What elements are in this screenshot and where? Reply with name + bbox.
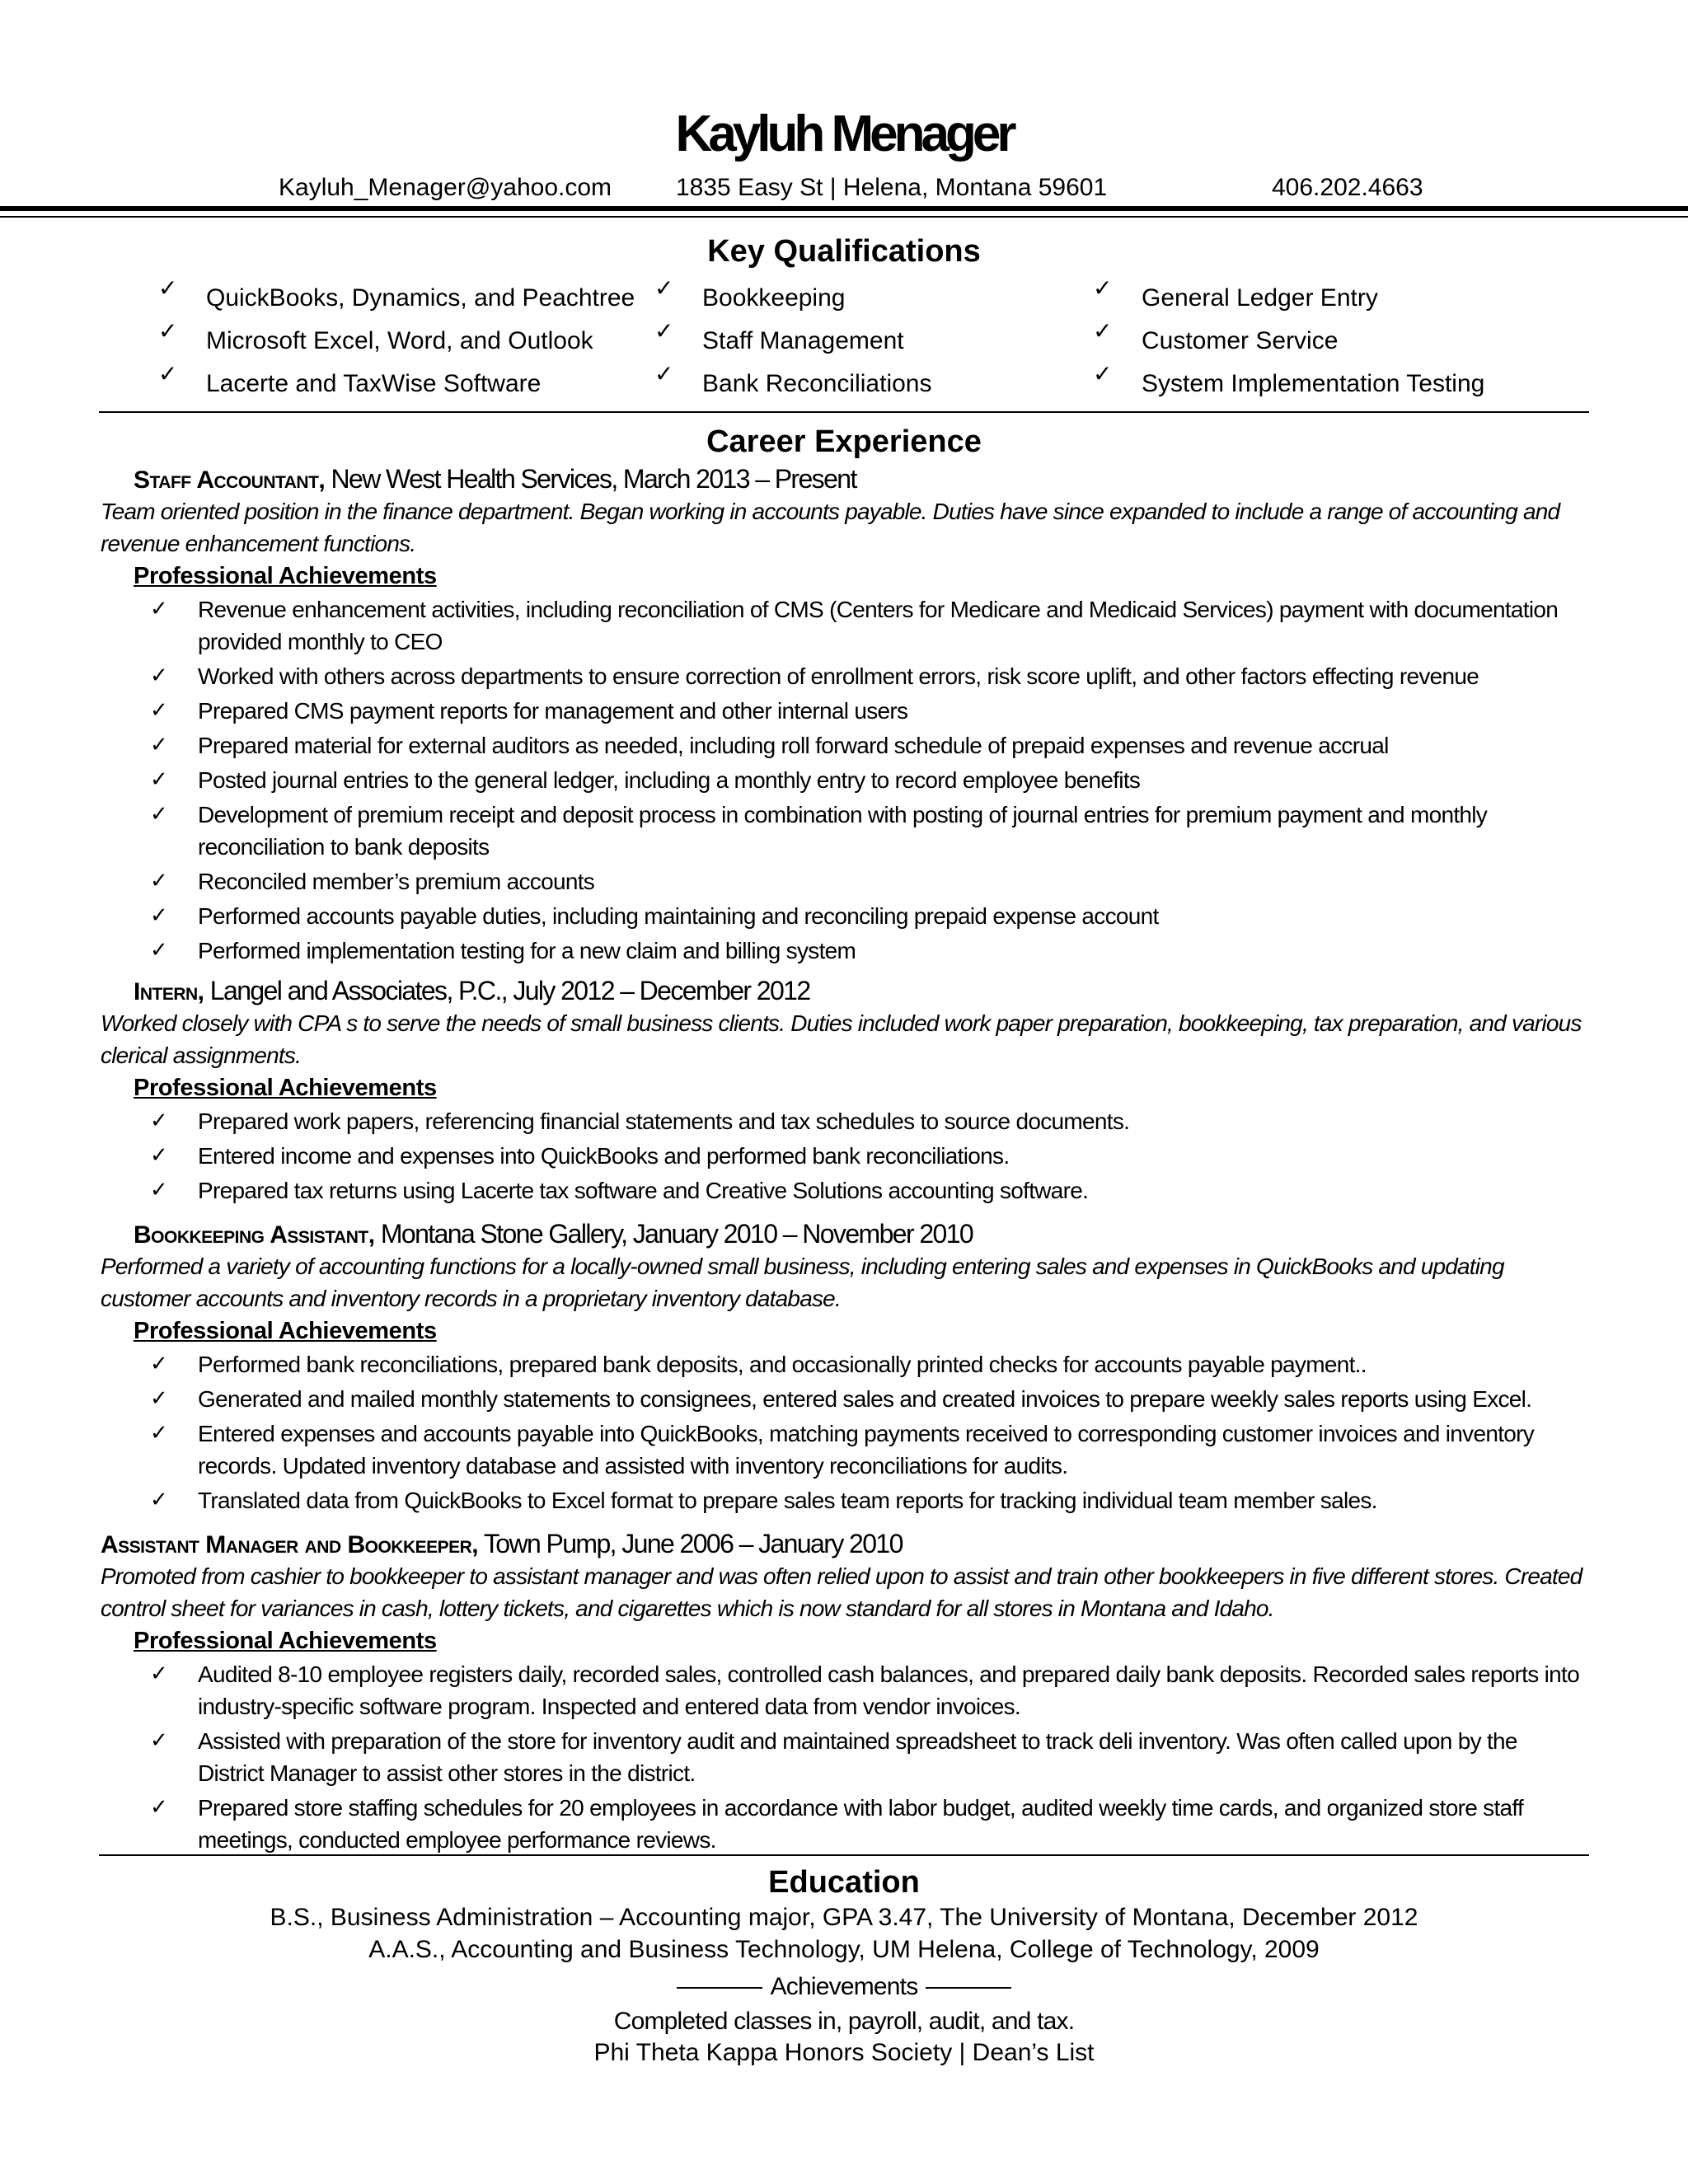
achievements-list	[0, 1658, 1688, 1858]
check-icon: ✓	[150, 1488, 168, 1512]
achievements-list	[0, 1348, 1688, 1519]
check-icon: ✓	[150, 597, 168, 621]
check-icon: ✓	[150, 733, 168, 757]
check-icon: ✓	[150, 1352, 168, 1376]
check-icon: ✓	[150, 1178, 168, 1202]
check-icon: ✓	[150, 698, 168, 723]
achievement-item: ✓ Development of premium receipt and deposit process in combination with posting of journal entries for premium payment and monthly reconciliation to bank deposits	[0, 799, 1582, 863]
qualification-item: Bank Reconciliations	[702, 370, 932, 397]
check-icon: ✓	[150, 1795, 168, 1820]
achievement-item: ✓ Performed bank reconciliations, prepared bank deposits, and occasionally printed checks for accounts payable payment..	[0, 1348, 1582, 1380]
education-heading: Education	[768, 1865, 920, 1900]
contact-phone: 406.202.4663	[1272, 174, 1423, 201]
achievement-item: ✓ Prepared CMS payment reports for management and other internal users	[0, 695, 1582, 727]
qualification-item: General Ledger Entry	[1142, 284, 1378, 312]
check-icon: ✓	[150, 1661, 168, 1686]
education-achievement: Completed classes in, payroll, audit, and tax.	[613, 2008, 1075, 2035]
achievement-item: ✓ Prepared tax returns using Lacerte tax software and Creative Solutions accounting software.	[0, 1174, 1582, 1207]
achievement-item: ✓ Generated and mailed monthly statements to consignees, entered sales and created invoices to prepare weekly sales reports using Excel.	[0, 1383, 1582, 1415]
qualification-item: Customer Service	[1142, 327, 1339, 354]
qualification-item: Microsoft Excel, Word, and Outlook	[206, 327, 593, 354]
job-employer-dates: Montana Stone Gallery, January 2010 – November 2010	[374, 1219, 973, 1249]
achievements-list	[0, 1105, 1688, 1209]
experience-heading: Career Experience	[706, 424, 982, 459]
check-icon: ✓	[1093, 317, 1113, 344]
degree-line: B.S., Business Administration – Accounting major, GPA 3.47, The University of Montana, December 2012	[270, 1904, 1418, 1931]
achievement-item: ✓ Performed accounts payable duties, including maintaining and reconciling prepaid expense account	[0, 900, 1582, 932]
check-icon: ✓	[150, 1108, 168, 1133]
header-rule-thin	[0, 216, 1688, 218]
check-icon: ✓	[1093, 360, 1113, 387]
check-icon: ✓	[150, 767, 168, 792]
job-role: Bookkeeping Assistant,	[134, 1221, 375, 1249]
check-icon: ✓	[158, 274, 178, 302]
divider-line	[677, 1987, 762, 1989]
achievement-item: ✓ Entered expenses and accounts payable into QuickBooks, matching payments received to corresponding customer invoices and inventory records. Updated inventory database and assisted with inventory reconciliations for audits.	[0, 1418, 1582, 1482]
check-icon: ✓	[1093, 274, 1113, 302]
qualification-item: Lacerte and TaxWise Software	[206, 370, 542, 397]
qualifications-heading: Key Qualifications	[707, 234, 981, 269]
check-icon: ✓	[150, 1421, 168, 1446]
achievement-item: ✓ Prepared store staffing schedules for 20 employees in accordance with labor budget, audited weekly time cards, and organized store staff meetings, conducted employee performance reviews.	[0, 1792, 1582, 1856]
check-icon: ✓	[150, 663, 168, 688]
achievement-item: ✓ Performed implementation testing for a new claim and billing system	[0, 935, 1582, 967]
contact-email: Kayluh_Menager@yahoo.com	[279, 174, 612, 201]
qualification-item: System Implementation Testing	[1142, 370, 1485, 397]
education-achievements-heading: Achievements	[0, 1971, 1688, 2004]
achievement-item: ✓ Audited 8-10 employee registers daily, recorded sales, controlled cash balances, and prepared daily bank deposits. Recorded sales reports into industry-specific software program. Inspected and entered data from vendor invoices.	[0, 1658, 1582, 1722]
divider-line	[926, 1987, 1011, 1989]
achievement-item: ✓ Translated data from QuickBooks to Excel format to prepare sales team reports for tracking individual team member sales.	[0, 1484, 1582, 1516]
education-achievement: Phi Theta Kappa Honors Society | Dean’s List	[593, 2039, 1095, 2066]
achievement-item: ✓ Posted journal entries to the general ledger, including a monthly entry to record employee benefits	[0, 764, 1582, 796]
qualification-item: QuickBooks, Dynamics, and Peachtree	[206, 284, 635, 312]
job-employer-dates: Town Pump, June 2006 – January 2010	[478, 1529, 903, 1558]
achievement-item: ✓ Revenue enhancement activities, including reconciliation of CMS (Centers for Medicare and Medicaid Services) payment with documentation provided monthly to CEO	[0, 593, 1582, 658]
check-icon: ✓	[158, 317, 178, 344]
job-role: Staff Accountant,	[134, 466, 326, 494]
candidate-name: Kayluh Menager	[675, 105, 1013, 162]
check-icon: ✓	[150, 938, 168, 963]
contact-address: 1835 Easy St | Helena, Montana 59601	[676, 174, 1108, 201]
achievement-item: ✓ Reconciled member’s premium accounts	[0, 865, 1582, 898]
achievements-heading: Professional Achievements	[134, 1075, 437, 1101]
job-description: Promoted from cashier to bookkeeper to assistant manager and was often relied upon to assist and train other bookkeepers in five different stores. Created control sheet for variances in cash, lottery tickets, and cigarettes which is now standard for all stores in Montana and Idaho.	[101, 1563, 1582, 1621]
check-icon: ✓	[654, 317, 674, 344]
degree-line: A.A.S., Accounting and Business Technology, UM Helena, College of Technology, 2009	[368, 1936, 1320, 1963]
achievements-list	[0, 593, 1688, 969]
check-icon: ✓	[654, 360, 674, 387]
check-icon: ✓	[150, 1143, 168, 1168]
qualification-item: Bookkeeping	[702, 284, 846, 312]
check-icon: ✓	[150, 802, 168, 827]
section-divider	[99, 1854, 1589, 1856]
check-icon: ✓	[150, 869, 168, 893]
job-employer-dates: New West Health Services, March 2013 – Present	[325, 464, 856, 494]
section-divider	[99, 411, 1589, 413]
job-description: Team oriented position in the finance department. Began working in accounts payable. Duties have since expanded to include a range of accounting and revenue enhancement functions.	[101, 499, 1560, 556]
achievement-item: ✓ Worked with others across departments to ensure correction of enrollment errors, risk score uplift, and other factors effecting revenue	[0, 660, 1582, 692]
achievements-heading: Professional Achievements	[134, 563, 437, 589]
job-role: Assistant Manager and Bookkeeper,	[101, 1531, 479, 1558]
check-icon: ✓	[158, 360, 178, 387]
check-icon: ✓	[150, 1386, 168, 1411]
check-icon: ✓	[654, 274, 674, 302]
achievement-item: ✓ Entered income and expenses into QuickBooks and performed bank reconciliations.	[0, 1140, 1582, 1172]
header-rule-thick	[0, 206, 1688, 211]
job-role: Intern,	[134, 978, 204, 1005]
achievements-heading: Professional Achievements	[134, 1318, 437, 1344]
job-employer-dates: Langel and Associates, P.C., July 2012 – December 2012	[204, 976, 810, 1005]
job-description: Worked closely with CPA s to serve the needs of small business clients. Duties included work paper preparation, bookkeeping, tax preparation, and various clerical assignments.	[101, 1010, 1582, 1068]
achievements-heading: Professional Achievements	[134, 1628, 437, 1654]
achievement-item: ✓ Prepared material for external auditors as needed, including roll forward schedule of prepaid expenses and revenue accrual	[0, 729, 1582, 762]
check-icon: ✓	[150, 1728, 168, 1753]
achievement-item: ✓ Assisted with preparation of the store for inventory audit and maintained spreadsheet to track deli inventory. Was often called upon by the District Manager to assist other stores in the district.	[0, 1725, 1582, 1789]
check-icon: ✓	[150, 903, 168, 928]
achievement-item: ✓ Prepared work papers, referencing financial statements and tax schedules to source documents.	[0, 1105, 1582, 1137]
job-description: Performed a variety of accounting functions for a locally-owned small business, including entering sales and expenses in QuickBooks and updating customer accounts and inventory records in a proprietary inventory database.	[101, 1254, 1504, 1311]
qualification-item: Staff Management	[702, 327, 904, 354]
